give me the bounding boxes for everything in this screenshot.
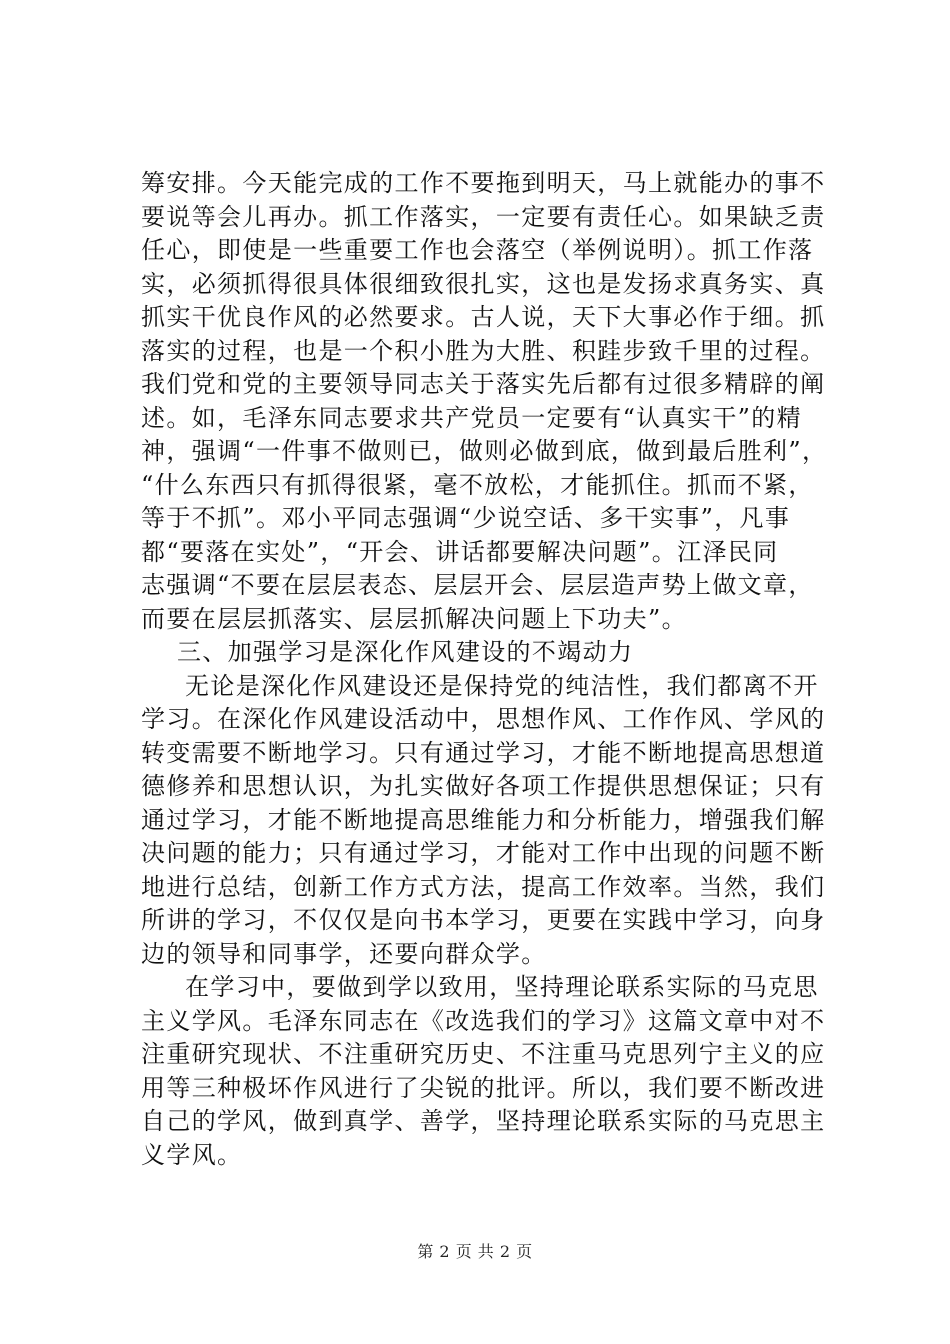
text-line: 述。如，毛泽东同志要求共产党员一定要有“认真实干”的精 bbox=[141, 403, 802, 432]
text-line: 地进行总结，创新工作方式方法，提高工作效率。当然，我们 bbox=[141, 872, 826, 901]
text-line: 所讲的学习，不仅仅是向书本学习，更要在实践中学习，向身 bbox=[141, 906, 826, 934]
text-line: 注重研究现状、不注重研究历史、不注重马克思列宁主义的应 bbox=[141, 1040, 826, 1068]
text-line: 自己的学风，做到真学、善学，坚持理论联系实际的马克思主 bbox=[141, 1107, 826, 1135]
text-line: 等于不抓”。邓小平同志强调“少说空话、多干实事”，凡事 bbox=[141, 504, 791, 532]
text-line: 要说等会儿再办。抓工作落实，一定要有责任心。如果缺乏责 bbox=[141, 202, 826, 231]
text-line: “什么东西只有抓得很紧，毫不放松，才能抓住。抓而不紧， bbox=[141, 470, 814, 499]
text-line: 而要在层层抓落实、层层抓解决问题上下功夫”。 bbox=[141, 604, 687, 633]
text-line: 德修养和思想认识，为扎实做好各项工作提供思想保证；只有 bbox=[141, 772, 826, 800]
text-line: 实，必须抓得很具体很细致很扎实，这也是发扬求真务实、真 bbox=[141, 269, 826, 298]
paragraph-first-line: 在学习中，要做到学以致用，坚持理论联系实际的马克思 bbox=[185, 973, 819, 1001]
text-line: 边的领导和同事学，还要向群众学。 bbox=[141, 939, 547, 968]
text-line: 决问题的能力；只有通过学习，才能对工作中出现的问题不断 bbox=[141, 839, 826, 867]
text-line: 筹安排。今天能完成的工作不要拖到明天，马上就能办的事不 bbox=[141, 169, 826, 197]
text-line: 落实的过程，也是一个积小胜为大胜、积跬步致千里的过程。 bbox=[141, 336, 826, 365]
text-line: 都“要落在实处”，“开会、讲话都要解决问题”。江泽民同 bbox=[141, 537, 779, 566]
text-line: 神，强调“一件事不做则已，做则必做到底，做到最后胜利”， bbox=[141, 437, 828, 465]
section-heading: 三、加强学习是深化作风建设的不竭动力 bbox=[177, 638, 634, 666]
text-line: 通过学习，才能不断地提高思维能力和分析能力，增强我们解 bbox=[141, 805, 826, 834]
text-line: 主义学风。毛泽东同志在《改选我们的学习》这篇文章中对不 bbox=[141, 1006, 826, 1035]
text-line: 抓实干优良作风的必然要求。古人说，天下大事必作于细。抓 bbox=[141, 303, 826, 331]
document-body bbox=[141, 167, 831, 1172]
paragraph-first-line: 无论是深化作风建设还是保持党的纯洁性，我们都离不开 bbox=[185, 671, 819, 700]
text-line: 转变需要不断地学习。只有通过学习，才能不断地提高思想道 bbox=[141, 738, 826, 767]
text-line: 任心，即使是一些重要工作也会落空（举例说明）。抓工作落 bbox=[141, 236, 814, 264]
text-line: 志强调“不要在层层表态、层层开会、层层造声势上做文章， bbox=[141, 571, 814, 599]
text-line: 学习。在深化作风建设活动中，思想作风、工作作风、学风的 bbox=[141, 705, 826, 733]
text-line: 用等三种极坏作风进行了尖锐的批评。所以，我们要不断改进 bbox=[141, 1073, 826, 1102]
text-line: 我们党和党的主要领导同志关于落实先后都有过很多精辟的阐 bbox=[141, 370, 826, 398]
text-line: 义学风。 bbox=[141, 1140, 243, 1169]
page-number-footer: 第 2 页 共 2 页 bbox=[417, 1242, 533, 1261]
